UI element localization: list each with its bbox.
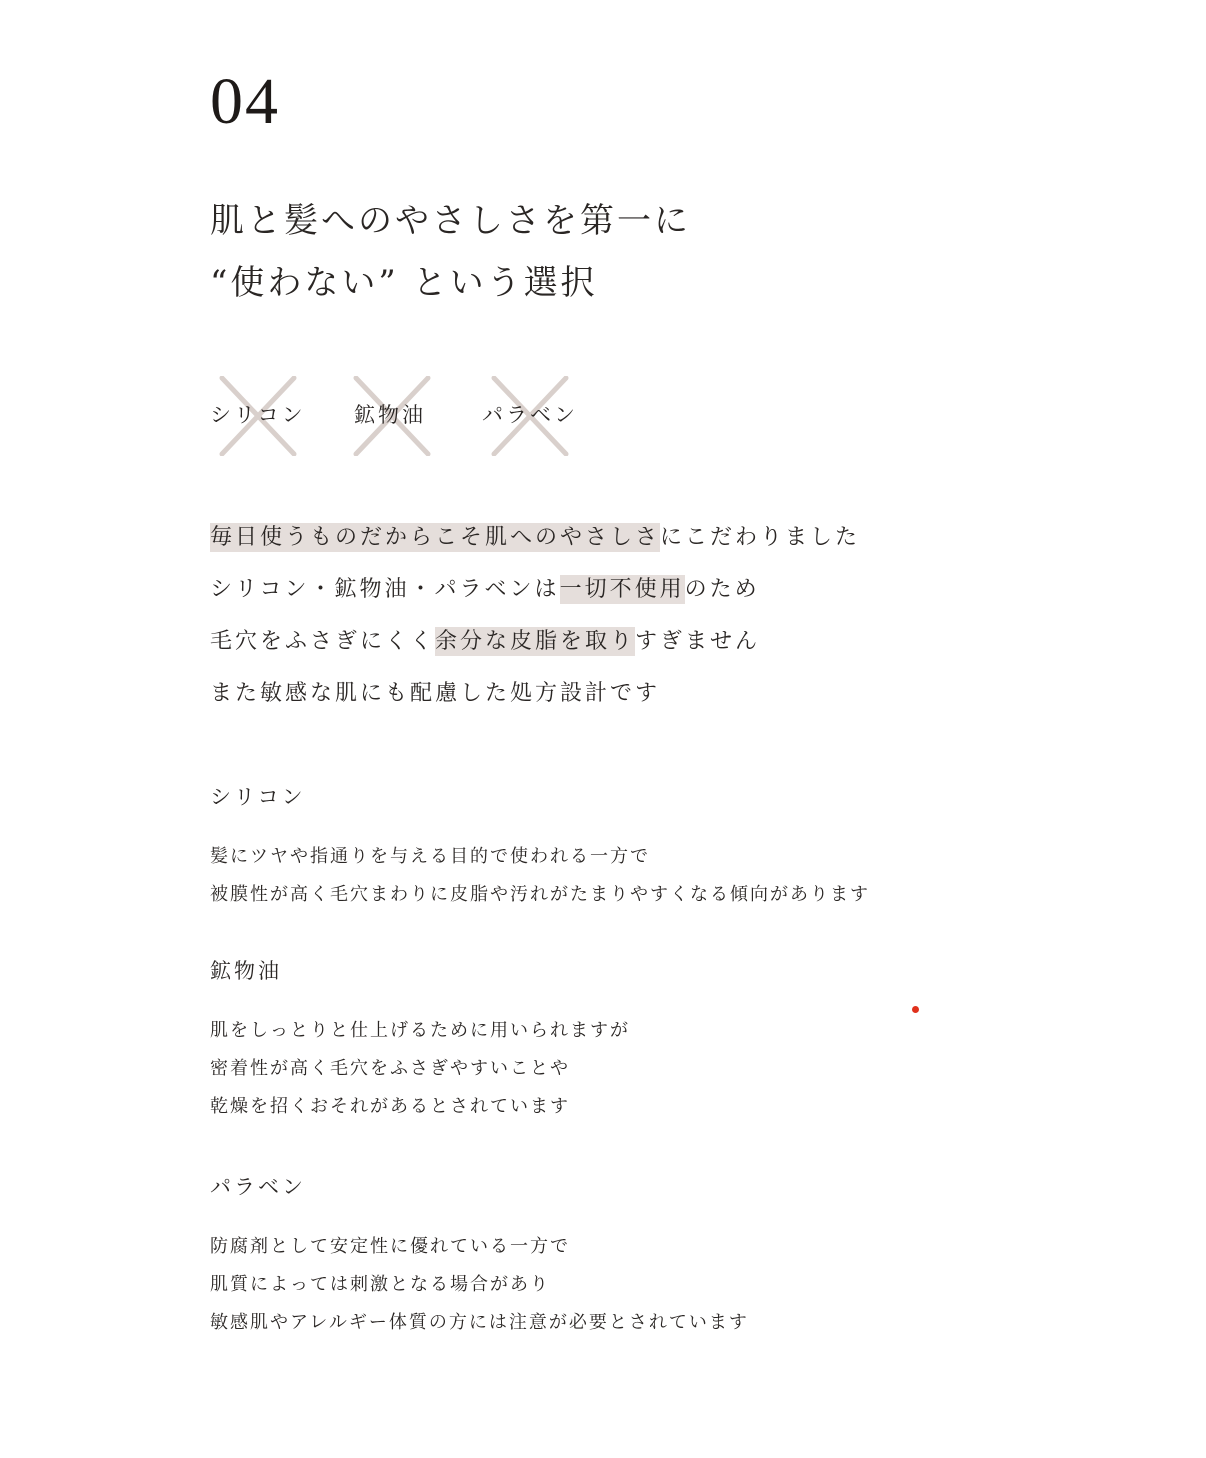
detail-line: 敏感肌やアレルギー体質の方には注意が必要とされています (210, 1312, 749, 1333)
intro-highlight: 余分な皮脂を取り (435, 629, 636, 654)
detail-body (210, 838, 870, 914)
intro-highlight: 毎日使うものだからこそ肌へのやさしさ (210, 525, 661, 550)
not-used-label: シリコン (210, 403, 306, 427)
intro-text-after: のため (684, 577, 760, 602)
intro-text-after: にこだわりました (660, 525, 861, 550)
intro-line (210, 668, 860, 720)
not-used-label: パラベン (482, 403, 578, 427)
detail-line: 被膜性が高く毛穴まわりに皮脂や汚れがたまりやすくなる傾向があります (210, 884, 870, 905)
not-used-list (210, 376, 810, 456)
headline-line-2: “使わない” という選択 (210, 263, 598, 303)
detail-paraben (210, 1172, 749, 1342)
not-used-label: 鉱物油 (354, 403, 426, 427)
detail-title: パラベン (210, 1175, 306, 1199)
detail-line: 密着性が高く毛穴をふさぎやすいことや (210, 1058, 570, 1079)
detail-line: 髪にツヤや指通りを与える目的で使われる一方で (210, 846, 650, 867)
detail-silicone (210, 782, 870, 914)
intro-line (210, 512, 860, 564)
detail-line: 肌をしっとりと仕上げるために用いられますが (210, 1020, 630, 1041)
intro-text (210, 512, 860, 720)
intro-line (210, 564, 860, 616)
detail-body (210, 1228, 749, 1342)
detail-mineral-oil (210, 956, 630, 1126)
section-number: 04 (210, 65, 280, 138)
intro-highlight: 一切不使用 (559, 577, 685, 602)
detail-line: 乾燥を招くおそれがあるとされています (210, 1096, 570, 1117)
intro-text-before: シリコン・鉱物油・パラベンは (210, 577, 560, 602)
headline-line-1: 肌と髪へのやさしさを第一に (210, 201, 691, 241)
headline (210, 190, 691, 314)
intro-line (210, 616, 860, 668)
detail-title: 鉱物油 (210, 959, 282, 983)
red-dot-marker (912, 1006, 919, 1013)
detail-title: シリコン (210, 785, 306, 809)
not-used-silicone (210, 376, 310, 456)
intro-text-before: また敏感な肌にも配慮した処方設計です (210, 681, 661, 706)
not-used-paraben (482, 376, 582, 456)
intro-text-after: すぎません (635, 629, 761, 654)
detail-line: 防腐剤として安定性に優れている一方で (210, 1236, 570, 1257)
not-used-mineral-oil (354, 376, 444, 456)
detail-line: 肌質によっては刺激となる場合があり (210, 1274, 550, 1295)
intro-text-before: 毛穴をふさぎにくく (210, 629, 436, 654)
detail-body (210, 1012, 630, 1126)
